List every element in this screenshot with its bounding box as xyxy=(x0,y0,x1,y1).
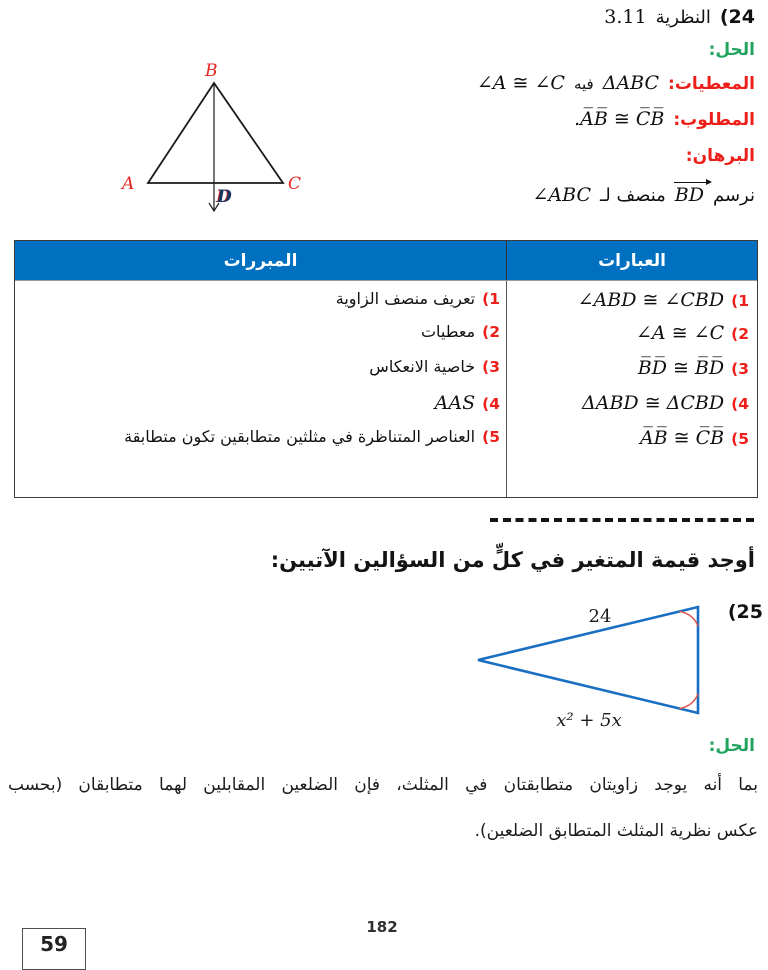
problem25-number: (25 xyxy=(727,601,763,623)
problem24-number: (24 xyxy=(719,6,755,28)
vertex-label-c: C xyxy=(288,174,302,194)
table-row: ΔABD ≅ ΔCBD (4 xyxy=(582,392,749,414)
vertex-label-a: A xyxy=(122,174,135,194)
page-number: 182 xyxy=(366,918,398,936)
table-row: العناصر المتناظرة في مثلثين متطابقين تكون متطابقة (5 xyxy=(124,427,500,446)
proof-table-header xyxy=(15,241,757,281)
given-relation: ∠A ≅ ∠C xyxy=(476,72,565,94)
ray-bd: BD xyxy=(674,184,704,206)
proof-table xyxy=(14,240,758,498)
table-row: معطيات (2 xyxy=(420,322,500,341)
header-statements: العبارات xyxy=(506,241,757,280)
side-label-24: 24 xyxy=(588,606,612,627)
given-triangle: ΔABC xyxy=(602,72,660,94)
required-line xyxy=(574,108,755,130)
solution-paragraph-line1: بما أنه يوجد زاويتان متطابقتان في المثلث، فإن الضلعين المقابلين لهما متطابقان (بحسب xyxy=(8,775,758,795)
statements-column xyxy=(506,281,757,497)
solution-label-24: الحل: xyxy=(708,40,755,60)
angle-arc-bottom-icon xyxy=(680,694,699,709)
theorem-ref: 3.11 xyxy=(604,6,647,28)
triangle-abc xyxy=(148,83,283,183)
problem25-triangle-diagram xyxy=(460,595,722,735)
isosceles-triangle-diagram xyxy=(100,52,330,220)
side-label-expression: x² + 5x xyxy=(556,710,622,731)
solution-label-25: الحل: xyxy=(708,736,755,756)
table-row: ∠A ≅ ∠C (2 xyxy=(636,322,749,344)
proof-first-line xyxy=(532,184,755,206)
corner-number-box xyxy=(22,928,86,970)
vertex-label-b: B xyxy=(205,61,218,81)
header-justifications: المبررات xyxy=(223,250,298,271)
exercise-prompt: أوجد قيمة المتغير في كلٍّ من السؤالين الآتيين: xyxy=(270,548,755,572)
dashed-divider xyxy=(490,518,756,522)
point-label-d: D xyxy=(217,187,232,207)
table-row: AAS (4 xyxy=(434,392,500,414)
proof-table-body xyxy=(15,281,757,497)
proof-draw-word: نرسم xyxy=(712,185,755,206)
table-row: B̅D̅ ≅ B̅D̅ (3 xyxy=(637,357,749,379)
problem24-title-line xyxy=(604,6,755,28)
required-relation: .A̅B̅ ≅ C̅B̅ xyxy=(574,108,665,130)
proof-angle: ∠ABC xyxy=(532,184,591,206)
required-label: المطلوب: xyxy=(673,110,755,130)
solution-paragraph-line2: عكس نظرية المثلث المتطابق الضلعين). xyxy=(474,821,758,841)
table-row: تعريف منصف الزاوية (1 xyxy=(335,289,500,308)
given-line xyxy=(477,72,755,94)
given-label: المعطيات: xyxy=(668,74,755,94)
proof-label-line: البرهان: xyxy=(685,146,755,166)
theorem-word: النظرية xyxy=(655,7,711,28)
given-word: فيه xyxy=(573,75,594,93)
proof-bisector-words: منصف لـ xyxy=(599,185,666,206)
table-row: A̅B̅ ≅ C̅B̅ (5 xyxy=(639,427,749,449)
table-row: ∠ABD ≅ ∠CBD (1 xyxy=(577,289,749,311)
justifications-column xyxy=(15,281,506,497)
angle-arc-top-icon xyxy=(680,611,699,626)
table-row: خاصية الانعكاس (3 xyxy=(369,357,500,376)
corner-number: 59 xyxy=(40,932,68,956)
